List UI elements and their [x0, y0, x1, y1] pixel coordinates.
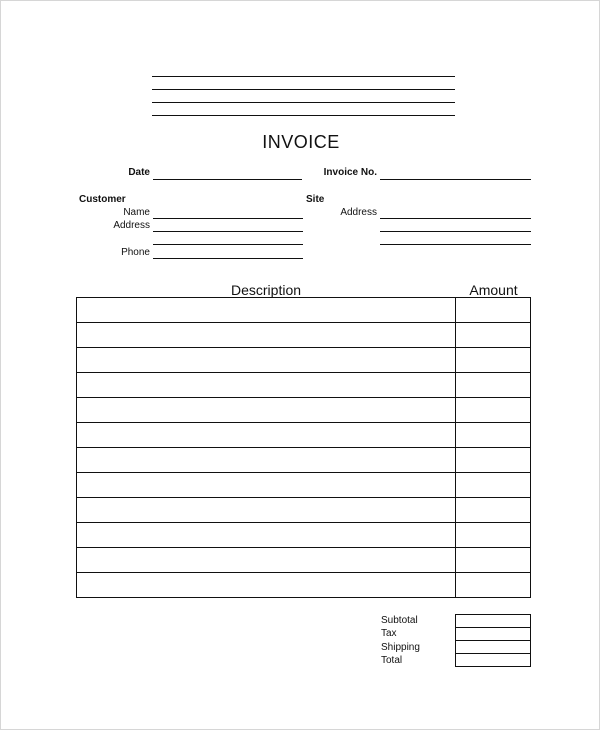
amount-cell[interactable] [456, 498, 531, 523]
table-row [77, 298, 531, 323]
table-row [77, 398, 531, 423]
description-cell[interactable] [77, 423, 456, 448]
description-cell[interactable] [77, 448, 456, 473]
amount-cell[interactable] [456, 523, 531, 548]
invoice-no-label: Invoice No. [323, 167, 377, 178]
site-address-label: Address [340, 207, 377, 218]
description-column-header: Description [230, 282, 302, 298]
customer-address-field-1[interactable] [153, 231, 303, 232]
table-row [77, 548, 531, 573]
date-field[interactable] [153, 179, 302, 180]
site-address-field-2[interactable] [380, 231, 531, 232]
amount-cell[interactable] [456, 298, 531, 323]
shipping-row [456, 641, 531, 654]
description-cell[interactable] [77, 548, 456, 573]
amount-cell[interactable] [456, 473, 531, 498]
table-row [77, 573, 531, 598]
description-cell[interactable] [77, 323, 456, 348]
line-items-body [77, 298, 531, 598]
table-row [77, 498, 531, 523]
table-row [77, 523, 531, 548]
amount-cell[interactable] [456, 348, 531, 373]
letterhead-line-4 [152, 115, 455, 116]
customer-name-field[interactable] [153, 218, 303, 219]
table-row [77, 323, 531, 348]
subtotal-label: Subtotal [381, 615, 418, 626]
table-row [77, 448, 531, 473]
description-cell[interactable] [77, 298, 456, 323]
customer-address-label: Address [113, 220, 150, 231]
site-heading: Site [306, 194, 325, 205]
description-cell[interactable] [77, 373, 456, 398]
shipping-label: Shipping [381, 642, 420, 653]
letterhead-line-3 [152, 102, 455, 103]
letterhead-line-1 [152, 76, 455, 77]
subtotal-row [456, 615, 531, 628]
date-label: Date [128, 167, 150, 178]
amount-cell[interactable] [456, 323, 531, 348]
page-title: INVOICE [262, 132, 340, 152]
totals-table [455, 614, 531, 667]
table-row [77, 473, 531, 498]
description-cell[interactable] [77, 398, 456, 423]
customer-name-label: Name [123, 207, 150, 218]
table-row [77, 348, 531, 373]
table-row [77, 373, 531, 398]
total-label: Total [381, 655, 403, 666]
tax-cell[interactable] [456, 628, 531, 641]
total-cell[interactable] [456, 654, 531, 667]
subtotal-cell[interactable] [456, 615, 531, 628]
amount-cell[interactable] [456, 423, 531, 448]
tax-row [456, 628, 531, 641]
site-address-field-1[interactable] [380, 218, 531, 219]
customer-phone-field[interactable] [153, 258, 303, 259]
description-cell[interactable] [77, 348, 456, 373]
customer-phone-label: Phone [121, 247, 150, 258]
customer-address-field-2[interactable] [153, 244, 303, 245]
shipping-cell[interactable] [456, 641, 531, 654]
tax-label: Tax [381, 628, 397, 639]
amount-cell[interactable] [456, 373, 531, 398]
description-cell[interactable] [77, 573, 456, 598]
description-cell[interactable] [77, 473, 456, 498]
amount-cell[interactable] [456, 548, 531, 573]
invoice-no-field[interactable] [380, 179, 531, 180]
amount-cell[interactable] [456, 573, 531, 598]
description-cell[interactable] [77, 523, 456, 548]
line-items-table [76, 297, 531, 598]
description-cell[interactable] [77, 498, 456, 523]
amount-cell[interactable] [456, 398, 531, 423]
table-row [77, 423, 531, 448]
amount-column-header: Amount [469, 282, 518, 298]
customer-heading: Customer [79, 194, 126, 205]
total-row [456, 654, 531, 667]
letterhead-line-2 [152, 89, 455, 90]
amount-cell[interactable] [456, 448, 531, 473]
site-address-field-3[interactable] [380, 244, 531, 245]
